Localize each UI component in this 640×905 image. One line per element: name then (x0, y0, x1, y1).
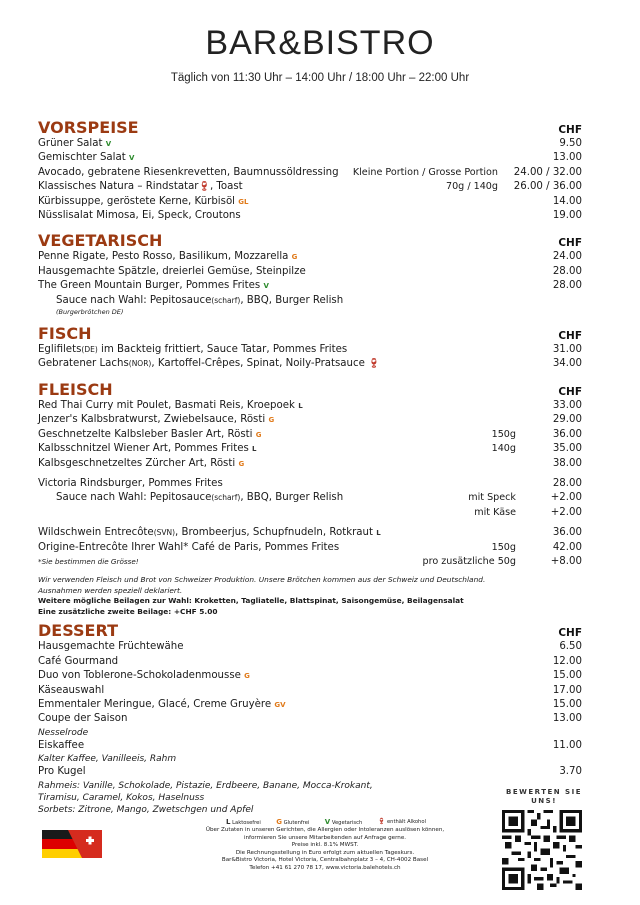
menu-item: Jenzer's Kalbsbratwurst, Zwiebelsauce, Rösti G 29.00 (38, 414, 582, 426)
vegetarian-mark: V (263, 282, 269, 291)
menu-item-description: Sorbets: Zitrone, Mango, Zwetschgen und Apfel (38, 804, 254, 815)
section-title: FLEISCH (38, 379, 113, 399)
menu-item: Victoria Rindsburger, Pommes Frites 28.00 (38, 477, 582, 489)
section-vegetarisch-header (38, 231, 582, 250)
gluten-free-mark: G (255, 430, 262, 439)
menu-item: Kürbissuppe, geröstete Kerne, Kürbisöl GL 14.00 (38, 195, 582, 207)
alcohol-icon: 🍷︎ (368, 359, 380, 370)
menu-item: Grüner Salat V 9.50 (38, 138, 582, 149)
lactose-free-mark: L (298, 401, 303, 410)
menu-item-description: Rahmeis: Vanille, Schokolade, Pistazie, Erdbeere, Banane, Mocca-Krokant, (38, 780, 373, 791)
vegetarian-mark: V (105, 140, 112, 148)
menu-item: Origine-Entrecôte Ihrer Wahl* Café de Paris, Pommes Frites 150g 42.00 (38, 541, 582, 553)
menu-item-description: Tiramisu, Caramel, Kokos, Haselnuss (38, 792, 205, 803)
review-label: BEWERTEN SIE UNS! (506, 788, 582, 805)
menu-item: Käseauswahl 17.00 (38, 684, 582, 696)
menu-note: (Burgerbrötchen DE) (56, 308, 124, 317)
legend: L Laktosefrei G Glutenfrei V Vegetarisch 🍷︎ enthält Alkohol (226, 818, 426, 826)
gluten-free-mark: G (244, 672, 250, 681)
menu-item: Pro Kugel 3.70 (38, 766, 582, 778)
menu-item: Duo von Toblerone-Schokoladenmousse G 15.00 (38, 670, 582, 682)
menu-item: Red Thai Curry mit Poulet, Basmati Reis, Kroepoek L 33.00 (38, 399, 582, 411)
menu-item-sub: *Sie bestimmen die Grösse! pro zusätzliche 50g +8.00 (38, 555, 582, 567)
menu-item-sub: mit Käse +2.00 (474, 506, 582, 518)
flags-icon (42, 830, 102, 858)
menu-item: Emmentaler Meringue, Glacé, Creme Gruyère GV 15.00 (38, 698, 582, 710)
section-title: FISCH (38, 324, 92, 344)
info-text: Wir verwenden Fleisch und Brot von Schweizer Produktion. Unsere Brötchen kommen aus der Schweiz und Deutschland. Ausnahmen werden speziell deklariert. Weitere mögliche Beilagen zur Wahl: Kroketten, Tagliatelle, Blattspinat, Saisongemüse, Beilagensalat Eine zusätzliche zweite Beilage: +CHF 5.00 (38, 575, 486, 616)
menu-item-description: Kalter Kaffee, Vanilleeis, Rahm (38, 754, 177, 765)
menu-item-sub: Sauce nach Wahl: Pepitosauce(scharf), BBQ, Burger Relish (56, 294, 344, 306)
menu-item: Gebratener Lachs(NOR), Kartoffel-Crêpes, Spinat, Noily-Pratsauce 🍷︎ 34.00 (38, 358, 582, 370)
menu-item: Wildschwein Entrecôte(SVN), Brombeerjus, Schupfnudeln, Rotkraut L 36.00 (38, 527, 582, 539)
menu-item: Kalbsgeschnetzeltes Zürcher Art, Rösti G 38.00 (38, 457, 582, 469)
menu-item: Hausgemachte Spätzle, dreierlei Gemüse, Steinpilze 28.00 (38, 265, 582, 277)
menu-item: Café Gourmand 12.00 (38, 655, 582, 667)
section-fleisch-header (38, 380, 582, 399)
gluten-free-mark: G (291, 253, 298, 262)
vegetarian-mark: V (129, 154, 135, 163)
gluten-lactose-mark: GL (238, 197, 249, 206)
menu-item: Avocado, gebratene Riesenkrevetten, Baumnussöldressing Kleine Portion / Grosse Portion 24.00 / 32.00 (38, 166, 582, 178)
menu-item: Eiskaffee 11.00 (38, 739, 582, 751)
gluten-free-vegetarian-mark: GV (274, 700, 286, 709)
section-fisch-header (38, 324, 582, 343)
currency-label: CHF (558, 237, 582, 250)
menu-item: Gemischter Salat V 13.00 (38, 152, 582, 164)
opening-hours: Täglich von 11:30 Uhr – 14:00 Uhr / 18:00 Uhr – 22:00 Uhr (170, 72, 470, 84)
lactose-free-mark: L (376, 529, 381, 538)
qr-code-icon[interactable] (502, 810, 582, 890)
section-title: VEGETARISCH (38, 231, 163, 251)
section-title: DESSERT (38, 621, 118, 641)
menu-item: Coupe der Saison 13.00 (38, 713, 582, 725)
section-dessert-header (38, 621, 582, 640)
gluten-free-mark: G (238, 459, 245, 468)
menu-item: Nüsslisalat Mimosa, Ei, Speck, Croutons 19.00 (38, 210, 582, 222)
menu-item: Geschnetzelte Kalbsleber Basler Art, Rösti G 150g 36.00 (38, 428, 582, 440)
menu-item: Hausgemachte Früchtewähe 6.50 (38, 641, 582, 653)
section-vorspeise-header (38, 118, 582, 137)
menu-item: The Green Mountain Burger, Pommes Frites V 28.00 (38, 280, 582, 292)
footer-info: Über Zutaten in unseren Gerichten, die Allergien oder Intoleranzen auslösen können, informieren Sie unsere Mitarbeitenden auf Anfrage gerne. Preise inkl. 8.1% MWST. Die Rechnungsstellung in Euro erfolgt zum aktuellen Tageskurs. Bar&Bistro Victoria, Hotel Victoria, Centralbahnplatz 3 – 4, CH-4002 Basel Telefon +41 61 270 78 17, www.victoria.balehotels.ch (205, 827, 445, 871)
menu-item-description: Nesselrode (38, 727, 89, 738)
menu-item: Klassisches Natura – Rindstatar🍷︎, Toast 70g / 140g 26.00 / 36.00 (38, 181, 582, 193)
menu-item: Egliﬁlets(DE) im Backteig frittiert, Sauce Tatar, Pommes Frites 31.00 (38, 344, 582, 356)
page-title: BAR&BISTRO (205, 24, 435, 62)
menu-item: Penne Rigate, Pesto Rosso, Basilikum, Mozzarella G 24.00 (38, 251, 582, 263)
currency-label: CHF (558, 385, 582, 398)
gluten-free-mark: G (268, 416, 275, 425)
currency-label: CHF (558, 330, 582, 343)
alcohol-icon: 🍷︎ (198, 182, 210, 193)
menu-item-sub: Sauce nach Wahl: Pepitosauce(scharf), BBQ, Burger Relish mit Speck +2.00 (56, 492, 582, 504)
section-title: VORSPEISE (38, 118, 139, 137)
menu (38, 110, 582, 816)
menu-item: Kalbsschnitzel Wiener Art, Pommes Frites L 140g 35.00 (38, 443, 582, 455)
lactose-free-mark: L (252, 445, 257, 454)
currency-label: CHF (558, 627, 582, 640)
currency-label: CHF (558, 124, 582, 136)
